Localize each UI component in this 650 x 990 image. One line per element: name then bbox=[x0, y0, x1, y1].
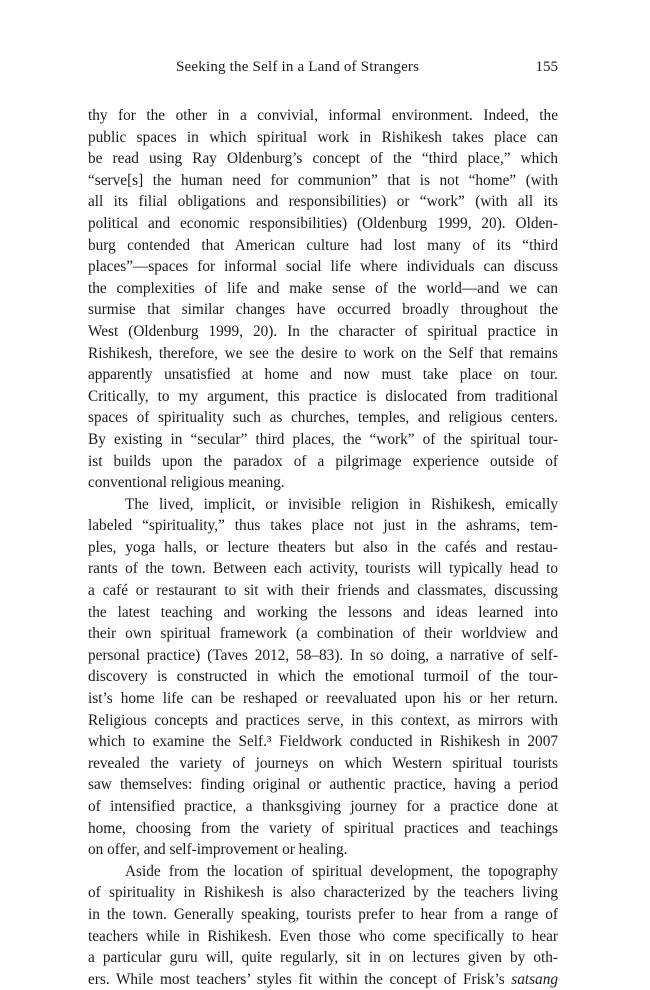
text-line: The lived, implicit, or invisible religion in Rishikesh, emically bbox=[125, 495, 558, 513]
text-line: home, choosing from the variety of spiritual practices and teachings bbox=[88, 819, 558, 837]
text-line: West (Oldenburg 1999, 20). In the character of spiritual practice in bbox=[88, 322, 558, 340]
text-line: a café or restaurant to sit with their friends and classmates, discussing bbox=[88, 582, 558, 600]
page-number: 155 bbox=[535, 59, 558, 75]
text-line: Aside from the location of spiritual development, the topography bbox=[125, 862, 558, 880]
text-line: apparently unsatisfied at home and now must take place on tour. bbox=[88, 366, 558, 384]
text-line: Rishikesh, therefore, we see the desire to work on the Self that remains bbox=[88, 344, 558, 362]
text-line: By existing in “secular” third places, the “work” of the spiritual tour- bbox=[88, 430, 558, 448]
body-text bbox=[88, 105, 558, 990]
text-line: their own spiritual framework (a combination of their worldview and bbox=[88, 625, 558, 643]
text-line: the complexities of life and make sense of the world—and we can bbox=[88, 279, 558, 297]
text-line: public spaces in which spiritual work in Rishikesh takes place can bbox=[88, 128, 558, 146]
text-line: Religious concepts and practices serve, in this context, as mirrors with bbox=[88, 711, 558, 729]
text-line: be read using Ray Oldenburg’s concept of the “third place,” which bbox=[88, 150, 558, 168]
text-line: thy for the other in a convivial, informal environment. Indeed, the bbox=[88, 107, 558, 124]
text-line: places”—spaces for informal social life where individuals can discuss bbox=[88, 258, 558, 276]
text-line: revealed the variety of journeys on which Western spiritual tourists bbox=[88, 754, 558, 772]
text-line-final-roman: ers. While most teachers’ styles fit within the concept of Frisk’s bbox=[88, 970, 505, 988]
text-line: ist builds upon the paradox of a pilgrimage experience outside of bbox=[88, 452, 558, 470]
text-line: in the town. Generally speaking, tourists prefer to hear from a range of bbox=[88, 905, 558, 923]
text-line: of spirituality in Rishikesh is also characterized by the teachers living bbox=[88, 884, 558, 902]
text-line: the latest teaching and working the lessons and ideas learned into bbox=[88, 603, 558, 621]
text-line: all its filial obligations and responsibilities) or “work” (with all its bbox=[88, 193, 558, 211]
running-head bbox=[88, 59, 558, 79]
text-line: “serve[s] the human need for communion” that is not “home” (with bbox=[88, 171, 558, 189]
text-line: ist’s home life can be reshaped or reevaluated upon his or her return. bbox=[88, 690, 558, 708]
text-line: conventional religious meaning. bbox=[88, 474, 285, 492]
text-line: saw themselves: finding original or authentic practice, having a period bbox=[88, 776, 558, 794]
italic-term: satsang bbox=[511, 970, 558, 988]
text-line: Critically, to my argument, this practice is dislocated from traditional bbox=[88, 387, 558, 405]
text-line: of intensified practice, a thanksgiving journey for a practice done at bbox=[88, 798, 558, 815]
text-line: teachers while in Rishikesh. Even those who come specifically to hear bbox=[88, 927, 558, 945]
text-line: spaces of spirituality such as churches, temples, and religious centers. bbox=[88, 409, 558, 427]
text-line: ples, yoga halls, or lecture theaters but also in the cafés and restau- bbox=[88, 538, 558, 556]
text-line: a particular guru will, quite regularly, sit in on lectures given by oth- bbox=[88, 949, 558, 967]
text-line: surmise that similar changes have occurred broadly throughout the bbox=[88, 301, 558, 319]
text-line: rants of the town. Between each activity, tourists will typically head to bbox=[88, 560, 558, 578]
text-line: burg contended that American culture had lost many of its “third bbox=[88, 236, 558, 254]
running-title: Seeking the Self in a Land of Strangers bbox=[176, 59, 420, 75]
text-line: on offer, and self-improvement or healing. bbox=[88, 841, 348, 859]
text-line: political and economic responsibilities) (Oldenburg 1999, 20). Olden- bbox=[88, 214, 558, 232]
text-line: discovery is constructed in which the emotional turmoil of the tour- bbox=[88, 668, 558, 686]
text-line: which to examine the Self.³ Fieldwork conducted in Rishikesh in 2007 bbox=[88, 733, 558, 751]
text-line: personal practice) (Taves 2012, 58–83). In so doing, a narrative of self- bbox=[88, 646, 558, 664]
text-line-final bbox=[88, 969, 558, 990]
text-line: labeled “spirituality,” thus takes place not just in the ashrams, tem- bbox=[88, 517, 558, 535]
